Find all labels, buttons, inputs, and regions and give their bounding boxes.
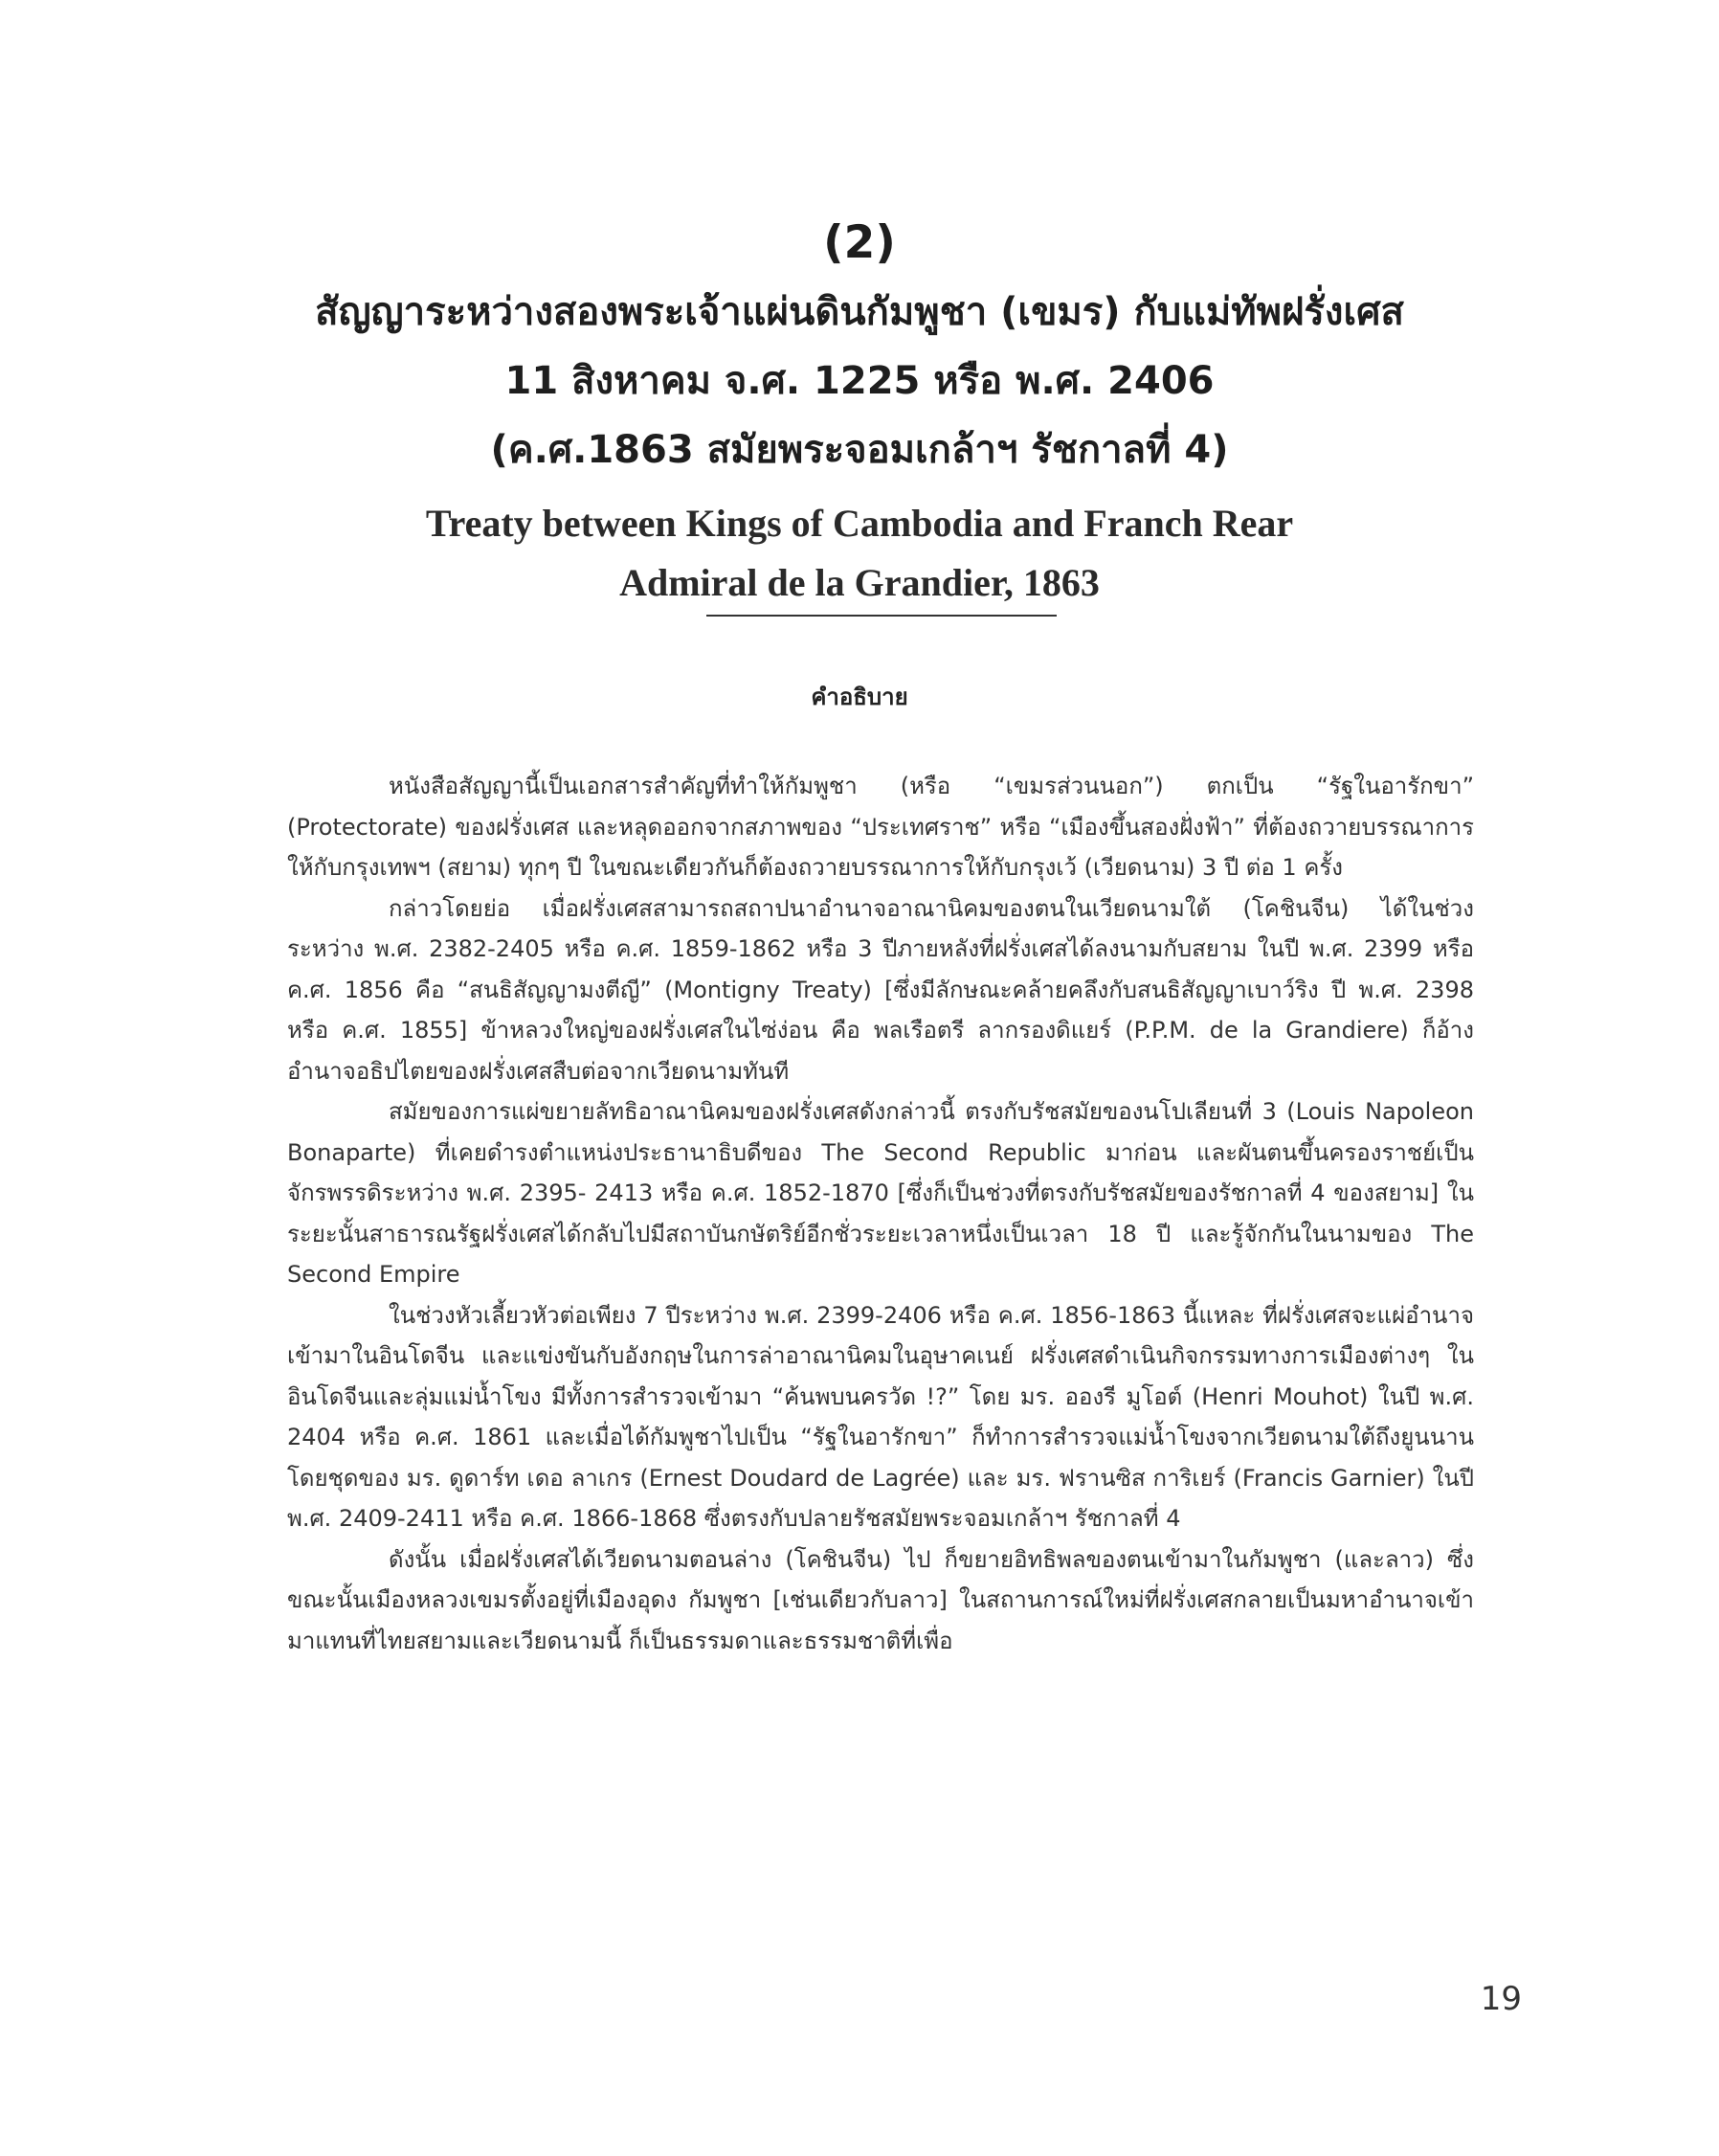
- english-title-line-1: Treaty between Kings of Cambodia and Franch Rear: [425, 502, 1294, 545]
- paragraph: ในช่วงหัวเลี้ยวหัวต่อเพียง 7 ปีระหว่าง พ.ศ. 2399-2406 หรือ ค.ศ. 1856-1863 นี้แหละ ที่ฝรั่งเศสจะแผ่อำนาจเข้ามาในอินโดจีน และแข่งขันกับอังกฤษในการล่าอาณานิคมในอุษาคเนย์ ฝรั่งเศสดำเนินกิจกรรมทางการเมืองต่างๆ ในอินโดจีนและลุ่มแม่น้ำโขง มีทั้งการสำรวจเข้ามา “ค้นพบนครวัด !?” โดย มร. อองรี มูโอต์ (Henri Mouhot) ในปี พ.ศ. 2404 หรือ ค.ศ. 1861 และเมื่อได้กัมพูชาไปเป็น “รัฐในอารักขา” ก็ทำการสำรวจแม่น้ำโขงจากเวียดนามใต้ถึงยูนนานโดยชุดของ มร. ดูดาร์ท เดอ ลาเกร (Ernest Doudard de Lagrée) และ มร. ฟรานซิส การิเยร์ (Francis Garnier) ในปี พ.ศ. 2409-2411 หรือ ค.ศ. 1866-1868 ซึ่งตรงกับปลายรัชสมัยพระจอมเกล้าฯ รัชกาลที่ 4: [287, 1301, 1474, 1532]
- paragraph: กล่าวโดยย่อ เมื่อฝรั่งเศสสามารถสถาปนาอำนาจอาณานิคมของตนในเวียดนามใต้ (โคชินจีน) ได้ในช่วงระหว่าง พ.ศ. 2382-2405 หรือ ค.ศ. 1859-1862 หรือ 3 ปีภายหลังที่ฝรั่งเศสได้ลงนามกับสยาม ในปี พ.ศ. 2399 หรือ ค.ศ. 1856 คือ “สนธิสัญญามงตีญี” (Montigny Treaty) [ซึ่งมีลักษณะคล้ายคลึงกับสนธิสัญญาเบาว์ริง ปี พ.ศ. 2398 หรือ ค.ศ. 1855] ข้าหลวงใหญ่ของฝรั่งเศสในไซ่ง่อน คือ พลเรือตรี ลากรองดิแยร์ (P.P.M. de la Grandiere) ก็อ้างอำนาจอธิปไตยของฝรั่งเศสสืบต่อจากเวียดนามทันที: [287, 894, 1474, 1085]
- thai-title-line-1: สัญญาระหว่างสองพระเจ้าแผ่นดินกัมพูชา (เขมร) กับแม่ทัพฝรั่งเศส: [315, 290, 1404, 334]
- paragraph: สมัยของการแผ่ขยายลัทธิอาณานิคมของฝรั่งเศสดังกล่าวนี้ ตรงกับรัชสมัยของนโปเลียนที่ 3 (Louis Napoleon Bonaparte) ที่เคยดำรงตำแหน่งประธานาธิบดีของ The Second Republic มาก่อน และผันตนขึ้นครองราชย์เป็นจักรพรรดิระหว่าง พ.ศ. 2395- 2413 หรือ ค.ศ. 1852-1870 [ซึ่งก็เป็นช่วงที่ตรงกับรัชสมัยของรัชกาลที่ 4 ของสยาม] ในระยะนั้นสาธารณรัฐฝรั่งเศสได้กลับไปมีสถาบันกษัตริย์อีกชั่วระยะเวลาหนึ่งเป็นเวลา 18 ปี และรู้จักกันในนามของ The Second Empire: [287, 1098, 1474, 1288]
- body-text: [287, 766, 1474, 1661]
- title-divider: [706, 615, 1057, 617]
- section-heading: คำอธิบาย: [811, 684, 908, 710]
- english-title-line-2: Admiral de la Grandier, 1863: [619, 561, 1100, 604]
- document-number: (2): [823, 216, 896, 269]
- paragraph: หนังสือสัญญานี้เป็นเอกสารสำคัญที่ทำให้กัมพูชา (หรือ “เขมรส่วนนอก”) ตกเป็น “รัฐในอารักขา” (Protectorate) ของฝรั่งเศส และหลุดออกจากสภาพของ “ประเทศราช” หรือ “เมืองขึ้นสองฝั่งฟ้า” ที่ต้องถวายบรรณาการให้กับกรุงเทพฯ (สยาม) ทุกๆ ปี ในขณะเดียวกันก็ต้องถวายบรรณาการให้กับกรุงเว้ (เวียดนาม) 3 ปี ต่อ 1 ครั้ง: [287, 773, 1474, 881]
- title-block: [0, 209, 1719, 613]
- page-number: 19: [1480, 1980, 1522, 2018]
- thai-title-line-2: 11 สิงหาคม จ.ศ. 1225 หรือ พ.ศ. 2406: [504, 359, 1215, 403]
- thai-title-line-3: (ค.ศ.1863 สมัยพระจอมเกล้าฯ รัชกาลที่ 4): [490, 428, 1229, 472]
- paragraph: ดังนั้น เมื่อฝรั่งเศสได้เวียดนามตอนล่าง (โคชินจีน) ไป ก็ขยายอิทธิพลของตนเข้ามาในกัมพูชา (และลาว) ซึ่งขณะนั้นเมืองหลวงเขมรตั้งอยู่ที่เมืองอุดง กัมพูชา [เช่นเดียวกับลาว] ในสถานการณ์ใหม่ที่ฝรั่งเศสกลายเป็นมหาอำนาจเข้ามาแทนที่ไทยสยามและเวียดนามนี้ ก็เป็นธรรมดาและธรรมชาติที่เพื่อ: [287, 1545, 1474, 1654]
